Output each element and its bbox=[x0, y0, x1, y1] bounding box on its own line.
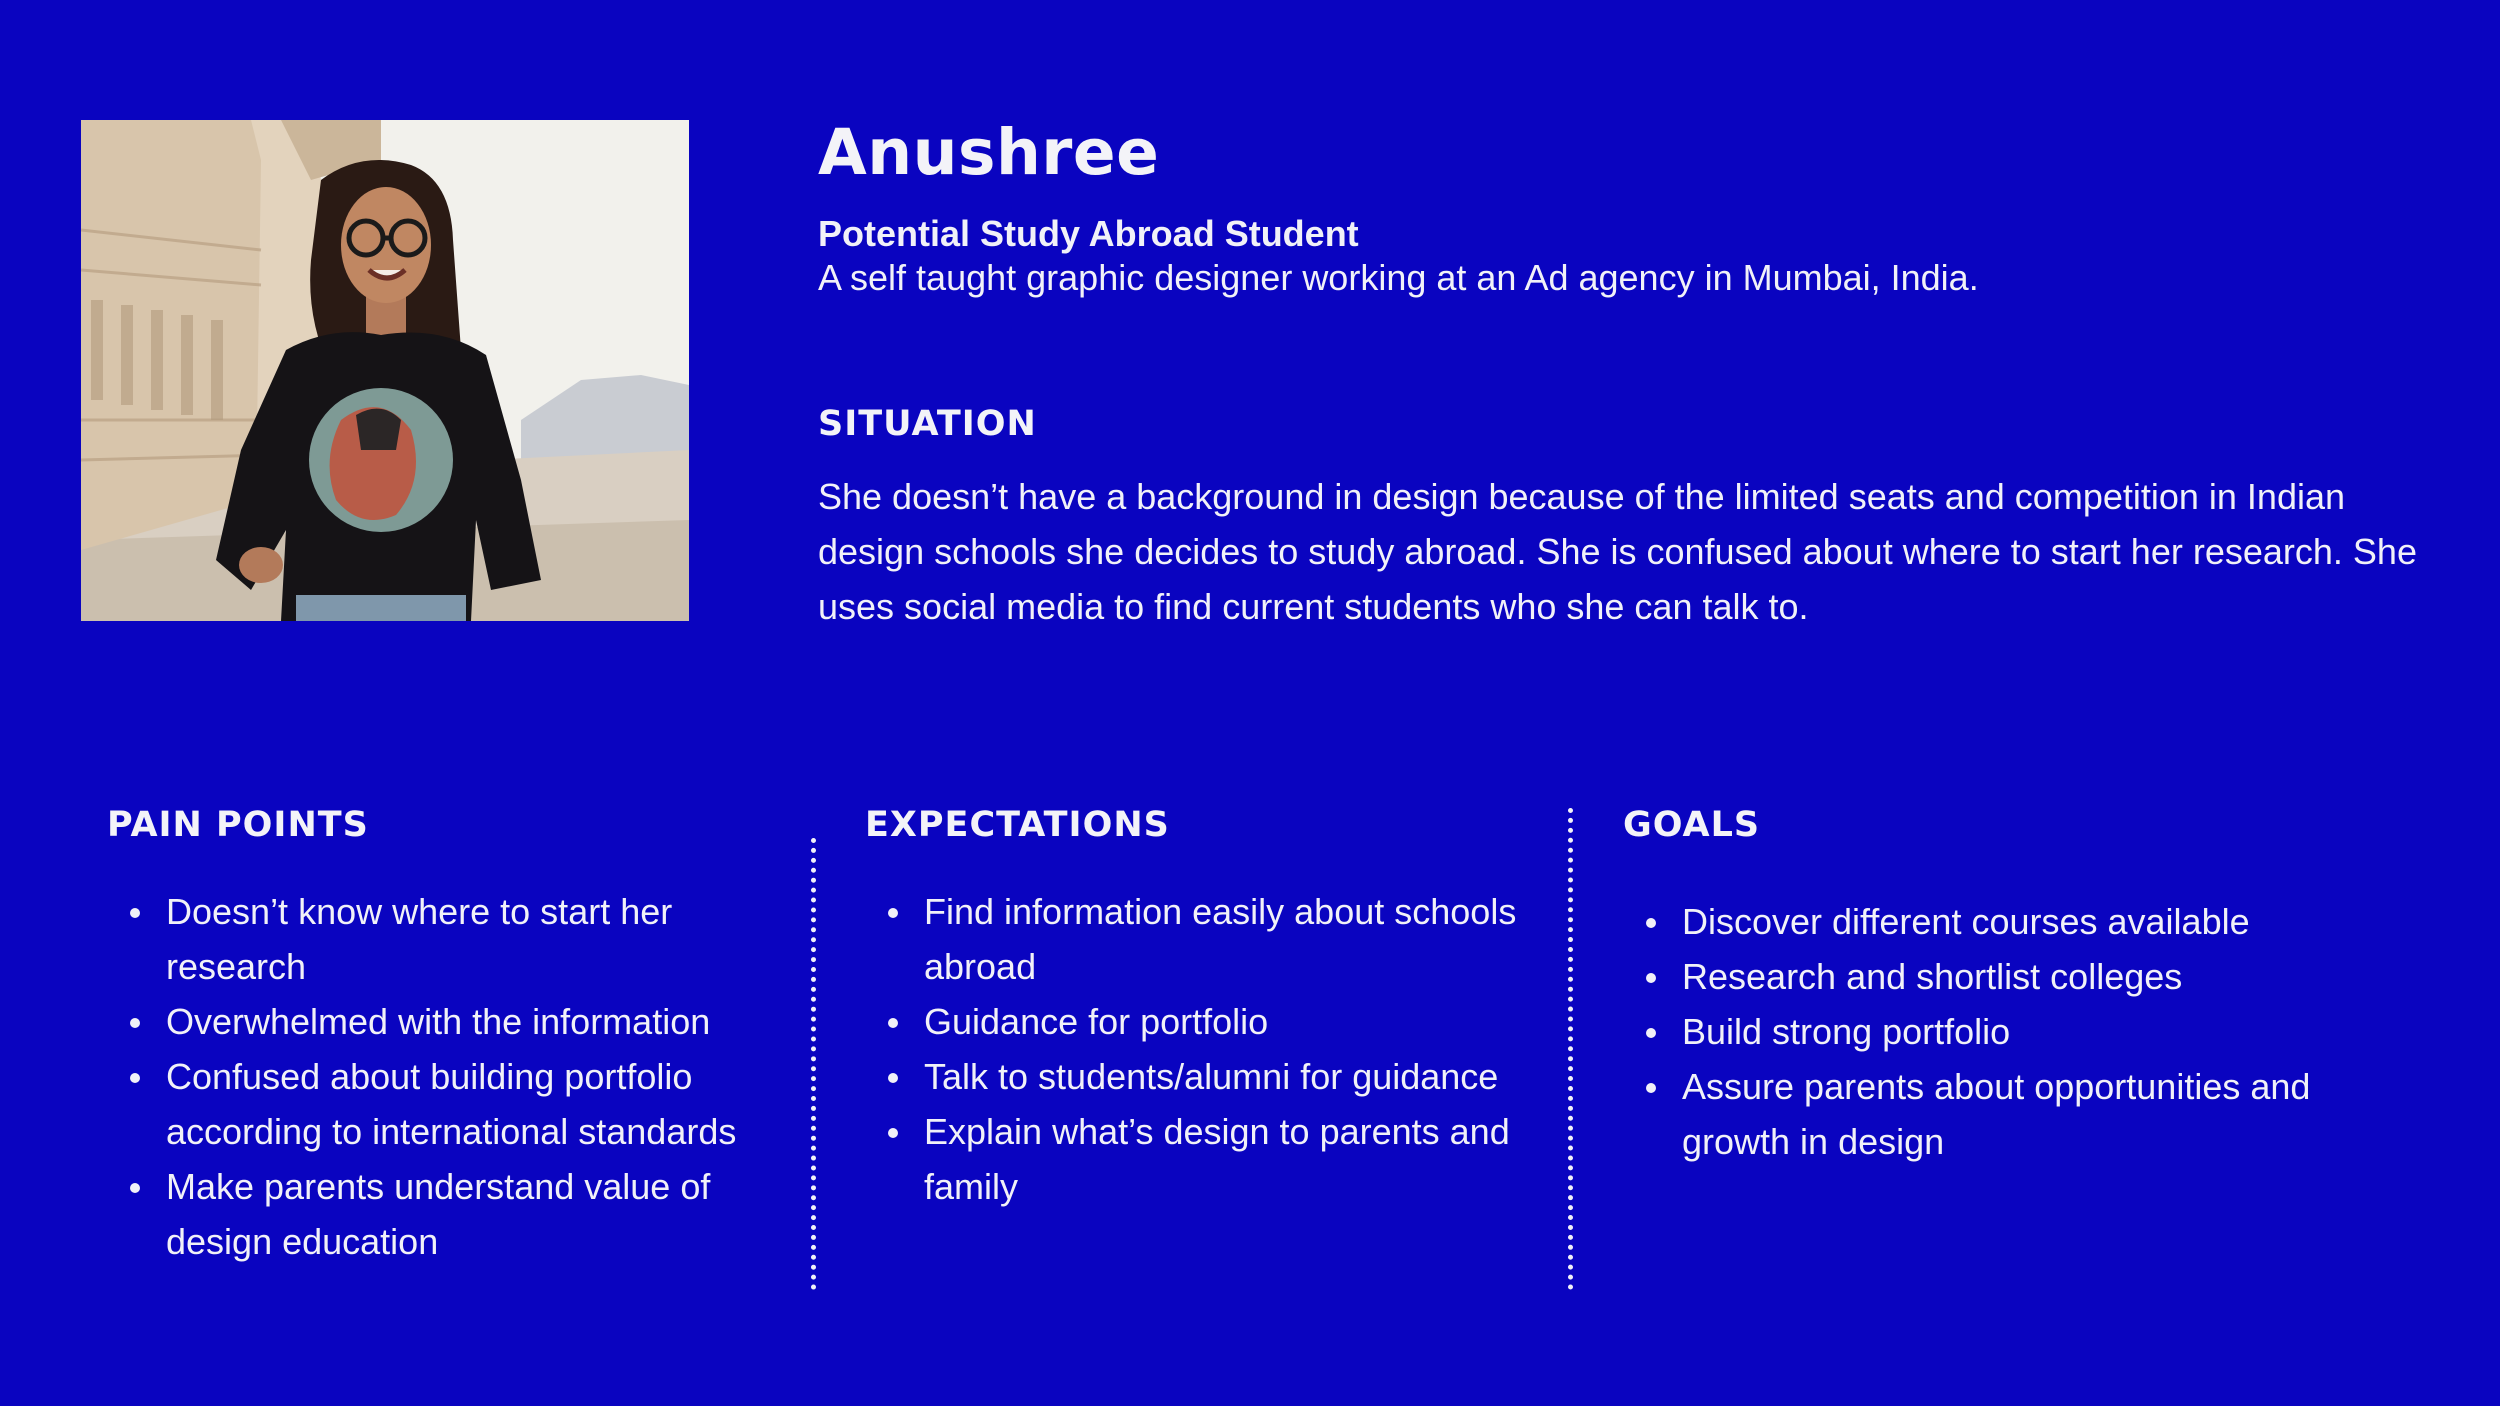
portrait-illustration bbox=[81, 120, 689, 621]
list-item: Make parents understand value of design education bbox=[108, 1159, 798, 1269]
goals-heading: GOALS bbox=[1623, 805, 1761, 845]
column-divider bbox=[811, 838, 816, 1290]
list-item: Assure parents about opportunities and growth in design bbox=[1624, 1059, 2364, 1169]
persona-photo bbox=[81, 120, 689, 621]
list-item: Guidance for portfolio bbox=[866, 994, 1526, 1049]
persona-subtitle: A self taught graphic designer working at an Ad agency in Mumbai, India. bbox=[818, 257, 1979, 298]
expectations-heading: EXPECTATIONS bbox=[865, 805, 1170, 845]
list-item: Talk to students/alumni for guidance bbox=[866, 1049, 1526, 1104]
list-item: Overwhelmed with the information bbox=[108, 994, 798, 1049]
situation-heading: SITUATION bbox=[818, 404, 1037, 444]
list-item: Confused about building portfolio according to international standards bbox=[108, 1049, 798, 1159]
list-item: Build strong portfolio bbox=[1624, 1004, 2364, 1059]
persona-name: Anushree bbox=[818, 116, 1160, 189]
list-item: Research and shortlist colleges bbox=[1624, 949, 2364, 1004]
persona-role: Potential Study Abroad Student bbox=[818, 213, 1359, 254]
pain-points-heading: PAIN POINTS bbox=[107, 805, 369, 845]
situation-text: She doesn’t have a background in design because of the limited seats and competition in Indian design schools she decides to study abroad. She is confused about where to start her research. She uses social media to find current students who she can talk to. bbox=[818, 476, 2417, 627]
list-item: Doesn’t know where to start her research bbox=[108, 884, 798, 994]
expectations-list bbox=[866, 884, 1526, 1214]
list-item: Explain what’s design to parents and family bbox=[866, 1104, 1526, 1214]
list-item: Discover different courses available bbox=[1624, 894, 2364, 949]
pain-points-list bbox=[108, 884, 798, 1269]
column-divider bbox=[1568, 808, 1573, 1290]
goals-list bbox=[1624, 894, 2364, 1169]
list-item: Find information easily about schools abroad bbox=[866, 884, 1526, 994]
